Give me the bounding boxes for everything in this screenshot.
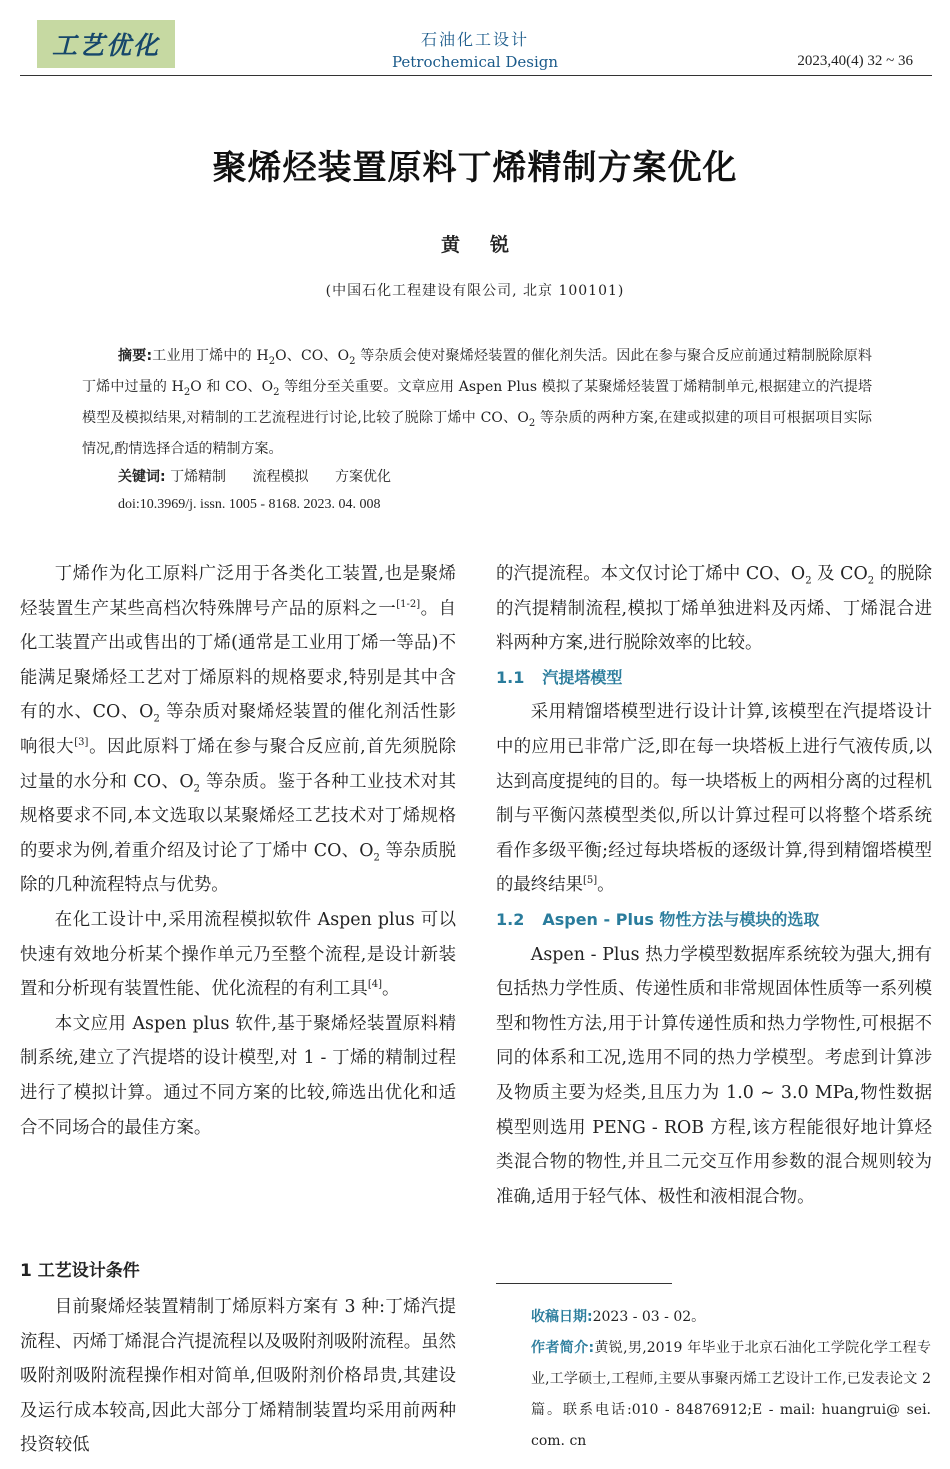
article-title: 聚烯烃装置原料丁烯精制方案优化	[212, 148, 738, 188]
received-date: 2023 - 03 - 02。	[592, 1309, 706, 1325]
section-heading: 1 工艺设计条件	[20, 1261, 140, 1281]
author-name: 黄锐	[440, 234, 539, 256]
paragraph: 采用精馏塔模型进行设计计算,该模型在汽提塔设计中的应用已非常广泛,即在每一块塔板上进行气液传质,以达到高度提纯的目的。每一块塔板上的两相分离的过程机制与平衡闪蒸模型类似,所以计算过程可以将整个塔系统看作多级平衡;经过每块塔板的逐级计算,得到精馏塔模型的最终结果[5]。	[496, 702, 932, 896]
keyword: 丁烯精制	[170, 469, 227, 485]
paragraph: 目前聚烯烃装置精制丁烯原料方案有 3 种:丁烯汽提流程、丙烯丁烯混合汽提流程以及吸附剂吸附流程。虽然吸附剂吸附流程操作相对简单,但吸附剂价格昂贵,其建设及运行成本较高,因此大部分丁烯精制装置均采用前两种投资较低	[20, 1297, 456, 1456]
paragraph: 本文应用 Aspen plus 软件,基于聚烯烃装置原料精制系统,建立了汽提塔的设计模型,对 1 - 丁烯的精制过程进行了模拟计算。通过不同方案的比较,筛选出优化和适合不同场合的最佳方案。	[20, 1013, 456, 1138]
keywords-label: 关键词:	[118, 469, 166, 485]
footnote-rule	[496, 1283, 672, 1284]
section-body	[20, 1290, 456, 1463]
affiliation: (中国石化工程建设有限公司, 北京 100101)	[325, 283, 625, 299]
received-label: 收稿日期:	[531, 1309, 593, 1325]
subsection-heading: 1.2 Aspen - Plus 物性方法与模块的选取	[496, 909, 820, 929]
bio-label: 作者简介:	[531, 1340, 595, 1356]
keyword: 方案优化	[334, 469, 391, 485]
paragraph: 在化工设计中,采用流程模拟软件 Aspen plus 可以快速有效地分析某个操作单元乃至整个流程,是设计新装置和分析现有装置性能、优化流程的有利工具[4]。	[20, 909, 456, 1000]
paragraph: 的汽提流程。本文仅讨论丁烯中 CO、$O_2$ 及 $CO_2$ 的脱除的汽提精制流程,模拟丁烯单独进料及丙烯、丁烯混合进料两种方案,进行脱除效率的比较。	[496, 564, 932, 654]
subsection-heading: 1.1 汽提塔模型	[496, 667, 623, 687]
paragraph: 丁烯作为化工原料广泛用于各类化工装置,也是聚烯烃装置生产某些高档次特殊牌号产品的原料之一[1-2]。自化工装置产出或售出的丁烯(通常是工业用丁烯一等品)不能满足聚烯烃工艺对丁烯原料的规格要求,特别是其中含有的水、CO、$O_2$ 等杂质对聚烯烃装置的催化剂活性影响很大[3]。因此原料丁烯在参与聚合反应前,首先须脱除过量的水分和 CO、$O_2$ 等杂质。鉴于各种工业技术对其规格要求不同,本文选取以某聚烯烃工艺技术对丁烯规格的要求为例,着重介绍及讨论了丁烯中 CO、$O_2$ 等杂质脱除的几种流程特点与优势。	[20, 564, 457, 896]
doi: doi:10.3969/j. issn. 1005 - 8168. 2023. 04. 008	[118, 497, 381, 512]
header-rule	[20, 75, 932, 76]
abstract-label: 摘要:	[118, 348, 153, 364]
keyword: 流程模拟	[252, 469, 309, 485]
issue-info: 2023,40(4) 32 ~ 36	[797, 53, 913, 69]
section-label: 工艺优化	[37, 20, 175, 68]
keywords	[118, 466, 413, 486]
body-left-column	[20, 557, 456, 1145]
journal-title-cn: 石油化工设计	[420, 30, 529, 49]
body-right-column	[496, 557, 932, 1214]
footnote	[531, 1302, 931, 1457]
abstract: 摘要:工业用丁烯中的 $H_2O$、CO、$O_2$ 等杂质会使对聚烯烃装置的催化剂失活。因此在参与聚合反应前通过精制脱除原料丁烯中过量的 $H_2O$ 和 CO、$O_2$ 等组分至关重要。文章应用 Aspen Plus 模拟了某聚烯烃装置丁烯精制单元,根据建立的汽提塔模型及模拟结果,对精制的工艺流程进行讨论,比较了脱除丁烯中 CO、$O_2$ 等杂质的两种方案,在建或拟建的项目可根据项目实际情况,酌情选择合适的精制方案。	[82, 348, 872, 457]
paragraph: Aspen - Plus 热力学模型数据库系统较为强大,拥有包括热力学性质、传递性质和非常规固体性质等一系列模型和物性方法,用于计算传递性质和热力学物性,可根据不同的体系和工况,选用不同的热力学模型。考虑到计算涉及物质主要为烃类,且压力为 1.0 ~ 3.0 MPa,物性数据模型则选用 PENG - ROB 方程,该方程能很好地计算烃类混合物的物性,并且二元交互作用参数的混合规则较为准确,适用于轻气体、极性和液相混合物。	[496, 944, 932, 1207]
author-bio: 黄锐,男,2019 年毕业于北京石油化工学院化学工程专业,工学硕士,工程师,主要从事聚丙烯工艺设计工作,已发表论文 2 篇。联系电话:010 - 84876912;E - mail: huangrui@ sei. com. cn	[531, 1340, 931, 1449]
journal-title-en: Petrochemical Design	[391, 53, 559, 71]
